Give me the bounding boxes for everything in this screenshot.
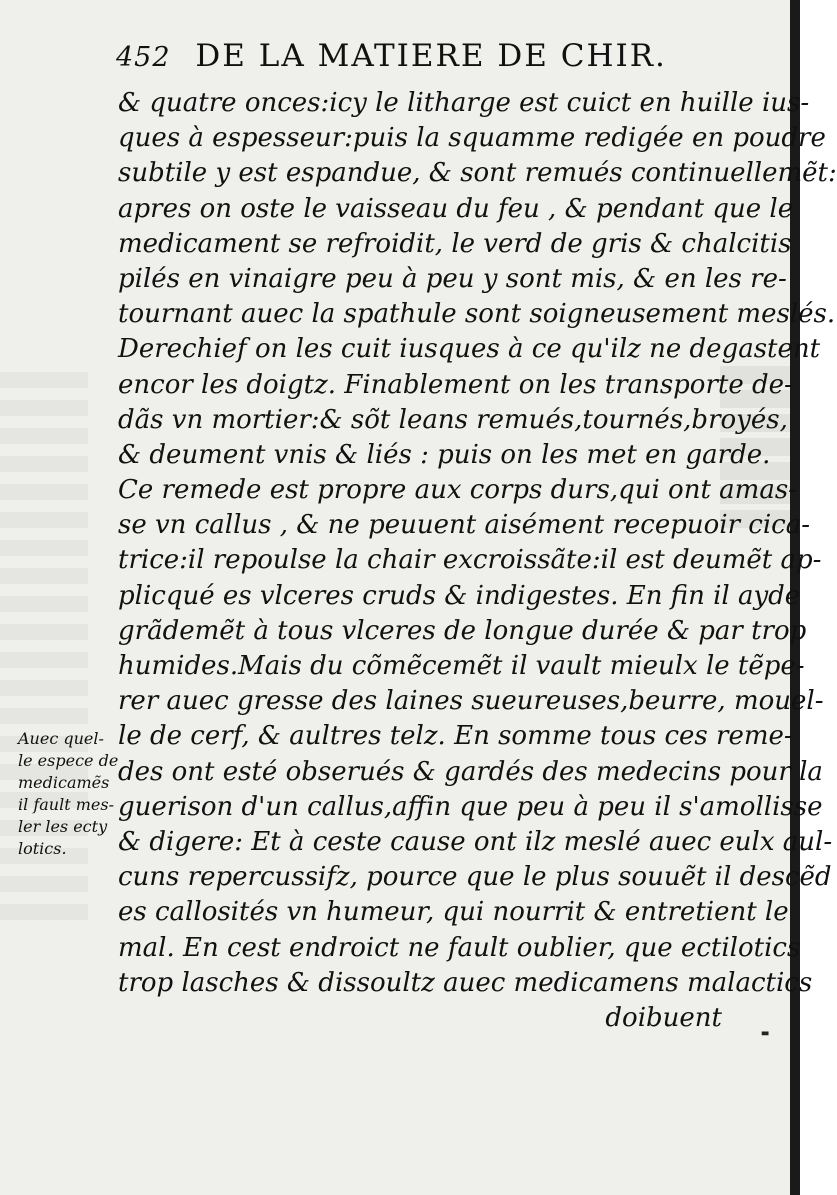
- show-through-left: [0, 360, 88, 960]
- marginal-note: [18, 728, 128, 860]
- marginal-note-line: il fault mes-: [18, 795, 114, 814]
- text-line: trop lasches & dissoultz auec medicamens malactics: [118, 967, 813, 998]
- text-line: subtile y est espandue, & sont remués continuellemẽt:: [118, 158, 837, 189]
- marginal-note-line: lotics.: [18, 839, 67, 858]
- catchword: doibuent: [605, 1002, 722, 1033]
- text-line: ques à espesseur:puis la squamme redigée en poudre: [118, 123, 826, 154]
- marginal-note-line: le espece de: [18, 751, 119, 770]
- text-line: grãdemẽt à tous vlceres de longue durée & par trop: [118, 615, 807, 646]
- marginal-note-line: Auec quel-: [18, 729, 104, 748]
- text-line: es callosités vn humeur, qui nourrit & entretient le: [118, 897, 789, 928]
- text-line: des ont esté obserués & gardés des medecins pour la: [118, 756, 823, 787]
- text-line: trice:il repoulse la chair excroissãte:il est deumẽt ap-: [118, 545, 822, 576]
- text-line: cuns repercussifz, pource que le plus souuẽt il descẽd: [118, 862, 832, 893]
- marginal-note-line: ler les ecty: [18, 817, 108, 836]
- text-line: Ce remede est propre aux corps durs,qui ont amas-: [118, 475, 797, 506]
- text-line: encor les doigtz. Finablement on les transporte de-: [118, 369, 793, 400]
- text-line: medicament se refroidit, le verd de gris & chalcitis: [118, 228, 792, 259]
- text-line: humides.Mais du cõmẽcemẽt il vault mieulx le tẽpe-: [118, 651, 805, 681]
- text-line: & digere: Et à ceste cause ont ilz meslé auec eulx aul-: [118, 826, 833, 857]
- text-line: plicqué es vlceres cruds & indigestes. En fin il ayde: [118, 580, 801, 611]
- text-line: Derechief on les cuit iusques à ce qu'ilz ne degastent: [118, 334, 821, 365]
- text-line: & quatre onces:icy le litharge est cuict en huille ius-: [118, 88, 810, 118]
- text-line: apres on oste le vaisseau du feu , & pendant que le: [118, 193, 794, 224]
- running-title: DE LA MATIERE DE CHIR.: [195, 38, 667, 74]
- page-number: 452: [116, 42, 171, 73]
- text-line: pilés en vinaigre peu à peu y sont mis, & en les re-: [118, 263, 787, 294]
- text-line: se vn callus , & ne peuuent aisément recepuoir cica-: [118, 510, 811, 541]
- text-line: & deument vnis & liés : puis on les met en garde.: [118, 439, 771, 470]
- text-line: guerison d'un callus,affin que peu à peu il s'amollisse: [118, 791, 823, 822]
- main-text: [118, 86, 837, 1036]
- marginal-note-line: medicamẽs: [18, 773, 110, 792]
- stray-mark: ╸: [762, 1022, 776, 1047]
- text-line: rer auec gresse des laines sueureuses,beurre, mouel-: [118, 686, 824, 717]
- text-line: le de cerf, & aultres telz. En somme tous ces reme-: [118, 721, 793, 752]
- text-line: tournant auec la spathule sont soigneusement meslés.: [118, 299, 836, 330]
- text-line: dãs vn mortier:& sõt leans remués,tournés,broyés,: [118, 404, 788, 435]
- text-line: mal. En cest endroict ne fault oublier, que ectilotics: [118, 932, 801, 963]
- running-header: [116, 38, 716, 78]
